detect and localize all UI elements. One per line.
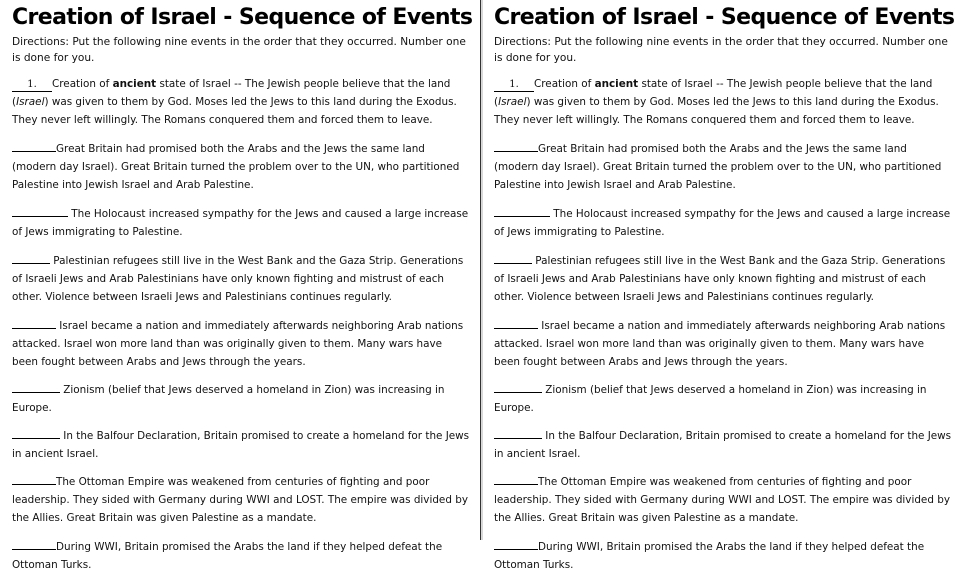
event-7: In the Balfour Declaration, Britain promised to create a homeland for the Jews in ancient Israel.: [494, 426, 952, 463]
event-9: During WWI, Britain promised the Arabs the land if they helped defeat the Ottoman Turks.: [494, 537, 952, 574]
event-4: Palestinian refugees still live in the West Bank and the Gaza Strip. Generations of Israeli Jews and Arab Palestinians have only known fighting and mistrust of each other. Violence between Israeli Jews and Palestinians continues regularly.: [494, 251, 952, 306]
answer-blank[interactable]: [12, 204, 68, 217]
answer-blank[interactable]: [494, 316, 538, 329]
answer-blank[interactable]: [494, 251, 532, 264]
event-3: The Holocaust increased sympathy for the Jews and caused a large increase of Jews immigrating to Palestine.: [12, 204, 470, 241]
event-2: Great Britain had promised both the Arabs and the Jews the same land (modern day Israel). Great Britain turned the problem over to the UN, who partitioned Palestine into Jewish Israel and Arab Palestine.: [12, 139, 470, 194]
directions-text: Directions: Put the following nine events in the order that they occurred. Number one is done for you.: [12, 36, 466, 64]
answer-blank[interactable]: 1.: [494, 79, 534, 92]
event-7: In the Balfour Declaration, Britain promised to create a homeland for the Jews in ancient Israel.: [12, 426, 470, 463]
event-9: During WWI, Britain promised the Arabs the land if they helped defeat the Ottoman Turks.: [12, 537, 470, 574]
answer-blank[interactable]: [494, 537, 538, 550]
worksheet-right: [482, 0, 962, 571]
worksheet-left: [0, 0, 480, 571]
event-5: Israel became a nation and immediately afterwards neighboring Arab nations attacked. Israel won more land than was originally given to them. Many wars have been fought between Arabs and Jews through the years.: [494, 316, 952, 371]
worksheet-title: Creation of Israel - Sequence of Events: [494, 5, 955, 30]
answer-blank[interactable]: [12, 251, 50, 264]
answer-blank[interactable]: 1.: [12, 79, 52, 92]
answer-blank[interactable]: [12, 316, 56, 329]
event-4: Palestinian refugees still live in the West Bank and the Gaza Strip. Generations of Israeli Jews and Arab Palestinians have only known fighting and mistrust of each other. Violence between Israeli Jews and Palestinians continues regularly.: [12, 251, 470, 306]
answer-blank[interactable]: [494, 139, 538, 152]
event-3: The Holocaust increased sympathy for the Jews and caused a large increase of Jews immigrating to Palestine.: [494, 204, 952, 241]
event-6: Zionism (belief that Jews deserved a homeland in Zion) was increasing in Europe.: [494, 380, 952, 417]
event-2: Great Britain had promised both the Arabs and the Jews the same land (modern day Israel). Great Britain turned the problem over to the UN, who partitioned Palestine into Jewish Israel and Arab Palestine.: [494, 139, 952, 194]
answer-blank[interactable]: [12, 139, 56, 152]
event-5: Israel became a nation and immediately afterwards neighboring Arab nations attacked. Israel won more land than was originally given to them. Many wars have been fought between Arabs and Jews through the years.: [12, 316, 470, 371]
answer-blank[interactable]: [12, 472, 56, 485]
answer-blank[interactable]: [494, 380, 542, 393]
answer-blank[interactable]: [12, 426, 60, 439]
event-1: 1. Creation of ancient state of Israel -- The Jewish people believe that the land (Israel) was given to them by God. Moses led the Jews to this land during the Exodus. They never left willingly. The Romans conquered them and forced them to leave.: [12, 78, 457, 126]
answer-blank[interactable]: [494, 426, 542, 439]
answer-blank[interactable]: [12, 380, 60, 393]
directions-text: Directions: Put the following nine events in the order that they occurred. Number one is done for you.: [494, 36, 948, 64]
event-6: Zionism (belief that Jews deserved a homeland in Zion) was increasing in Europe.: [12, 380, 470, 417]
worksheet-title: Creation of Israel - Sequence of Events: [12, 5, 473, 30]
answer-blank[interactable]: [12, 537, 56, 550]
event-1: 1. Creation of ancient state of Israel -- The Jewish people believe that the land (Israel) was given to them by God. Moses led the Jews to this land during the Exodus. They never left willingly. The Romans conquered them and forced them to leave.: [494, 78, 939, 126]
event-8: The Ottoman Empire was weakened from centuries of fighting and poor leadership. They sided with Germany during WWI and LOST. The empire was divided by the Allies. Great Britain was given Palestine as a mandate.: [12, 472, 470, 527]
event-8: The Ottoman Empire was weakened from centuries of fighting and poor leadership. They sided with Germany during WWI and LOST. The empire was divided by the Allies. Great Britain was given Palestine as a mandate.: [494, 472, 952, 527]
answer-blank[interactable]: [494, 204, 550, 217]
answer-blank[interactable]: [494, 472, 538, 485]
